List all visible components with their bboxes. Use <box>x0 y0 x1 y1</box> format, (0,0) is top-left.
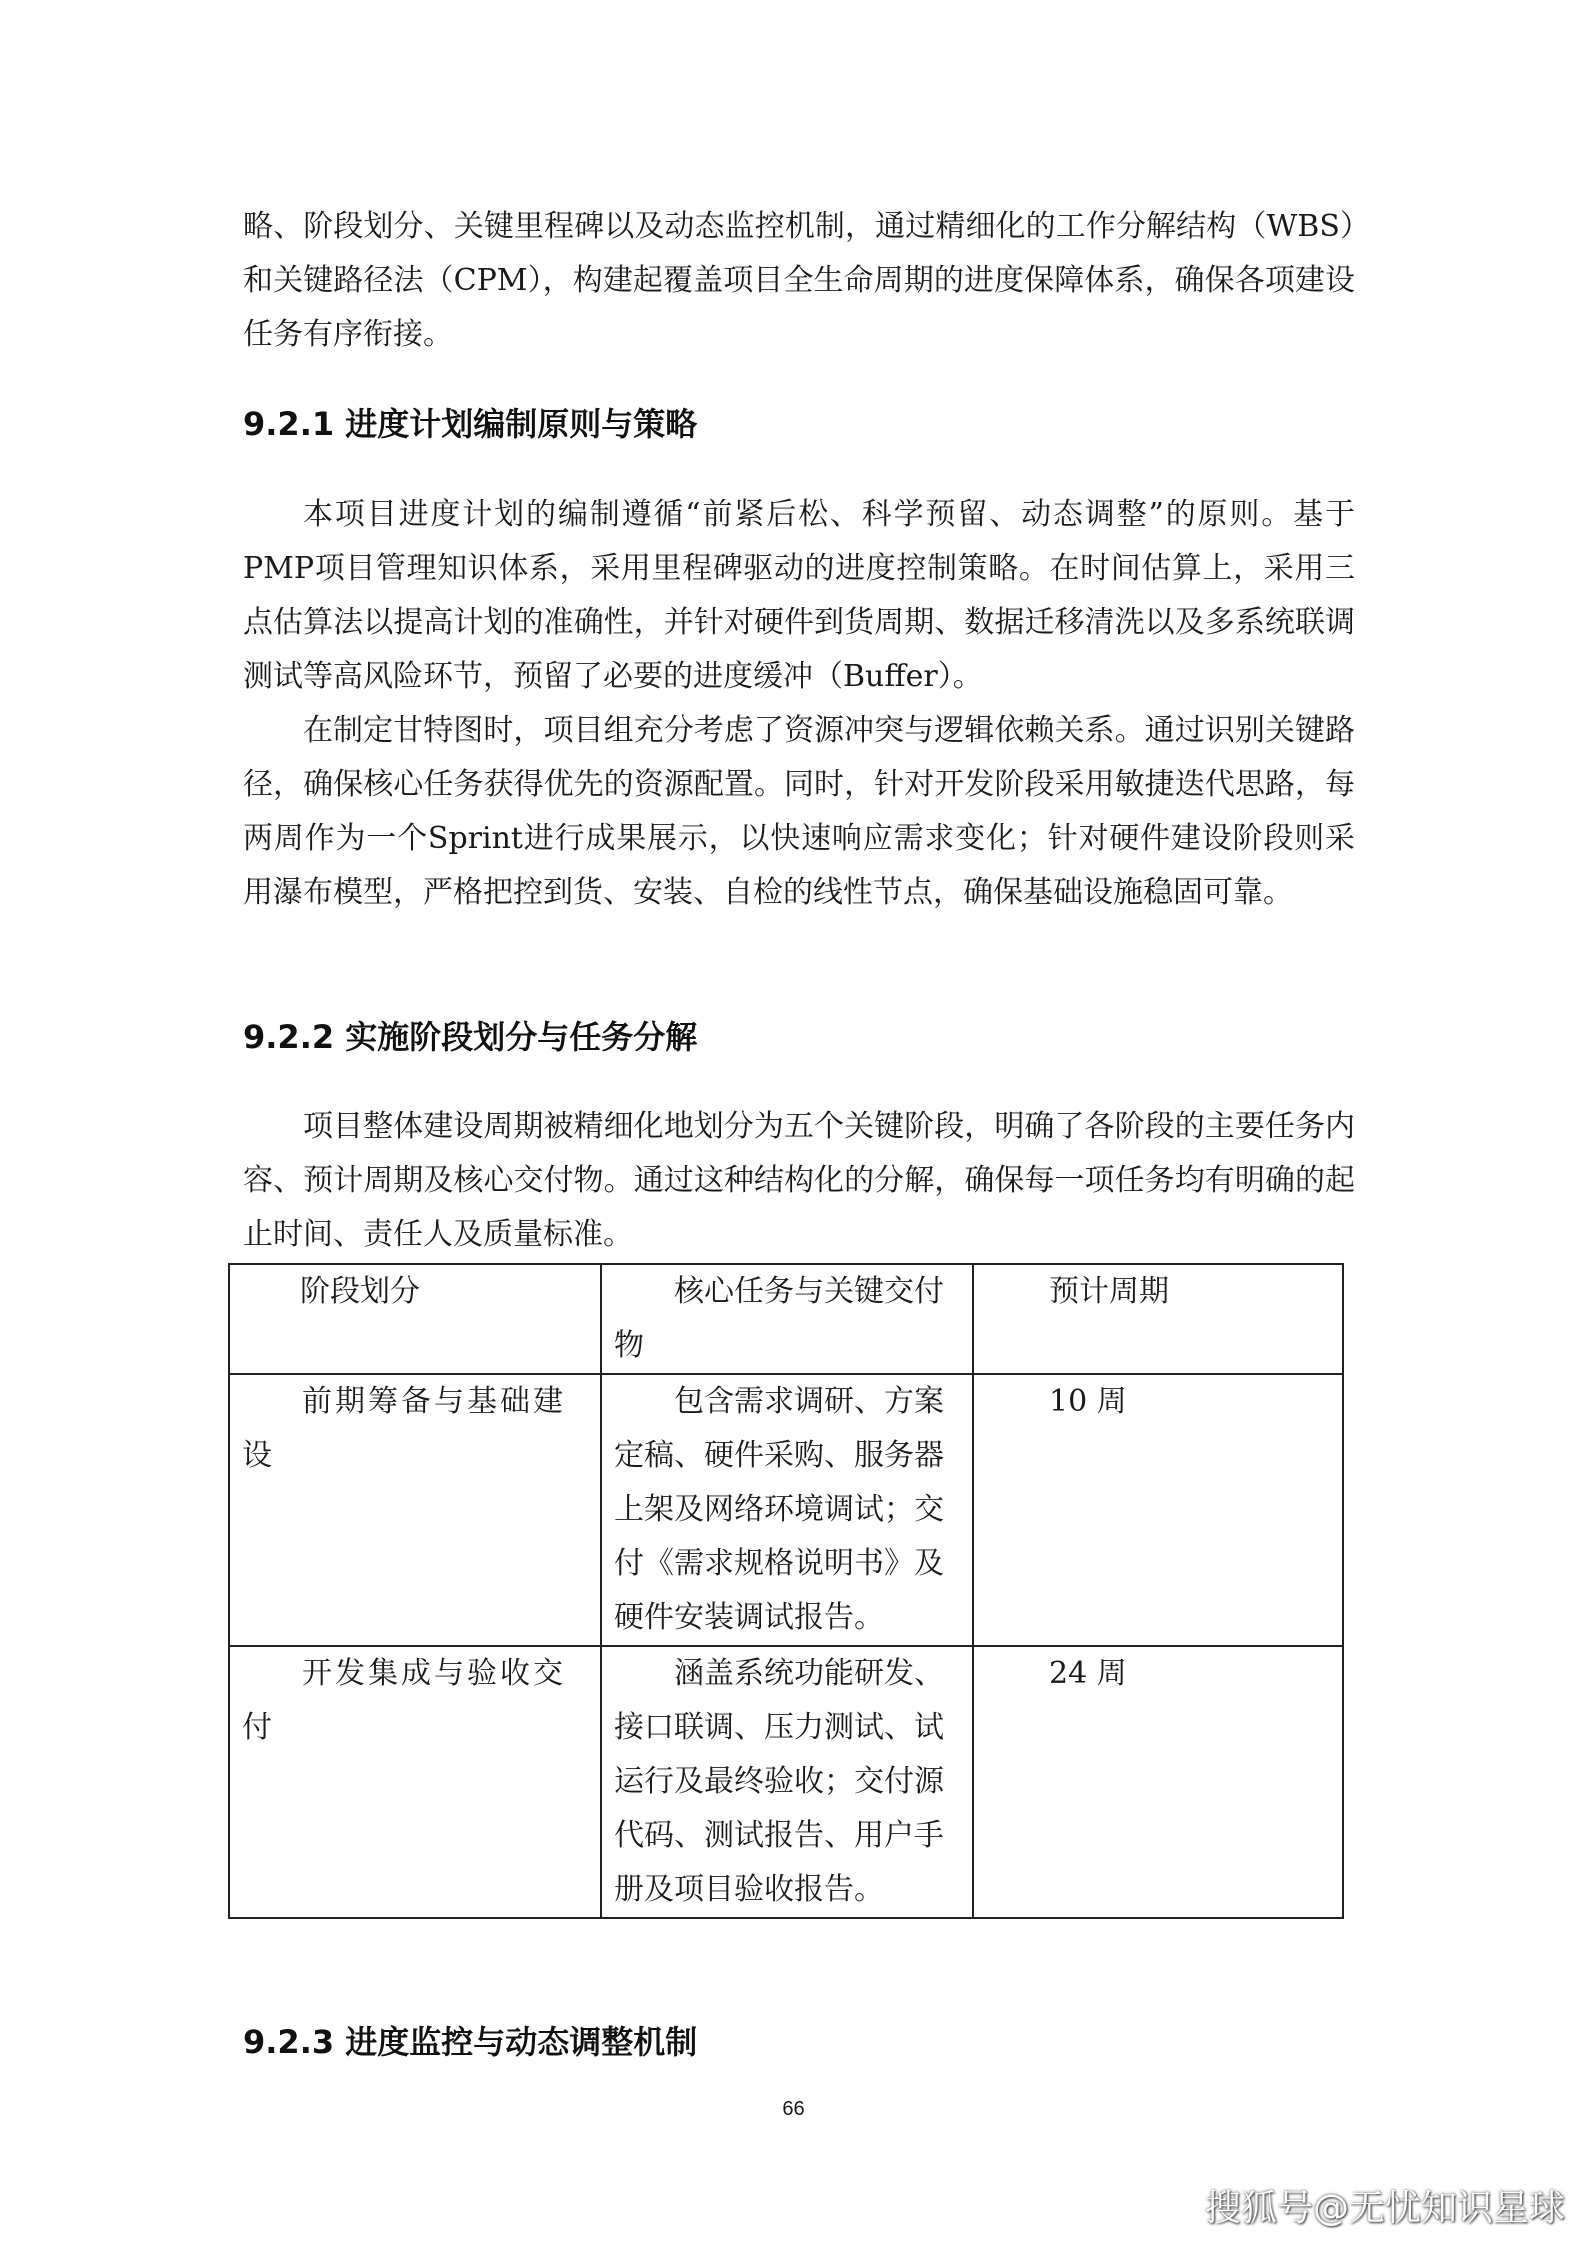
duration-cell: 10 周 <box>973 1374 1343 1646</box>
header-tasks: 核心任务与关键交付物 <box>601 1264 973 1374</box>
phase-cell: 前期筹备与基础建设 <box>229 1374 601 1646</box>
section-heading-9-2-3: 9.2.3 进度监控与动态调整机制 <box>243 2023 698 2061</box>
phase-cell: 开发集成与验收交付 <box>229 1646 601 1918</box>
section-9-2-1-paragraph-2: 在制定甘特图时，项目组充分考虑了资源冲突与逻辑依赖关系。通过识别关键路径，确保核心任务获得优先的资源配置。同时，针对开发阶段采用敏捷迭代思路，每两周作为一个Sprint进行成果展示，以快速响应需求变化；针对硬件建设阶段则采用瀑布模型，严格把控到货、安装、自检的线性节点，确保基础设施稳固可靠。 <box>243 713 1355 910</box>
header-duration: 预计周期 <box>973 1264 1343 1374</box>
table-row <box>229 1646 1343 1918</box>
page-number: 66 <box>782 2098 805 2120</box>
section-9-2-1-paragraph-1: 本项目进度计划的编制遵循“前紧后松、科学预留、动态调整”的原则。基于PMP项目管理知识体系，采用里程碑驱动的进度控制策略。在时间估算上，采用三点估算法以提高计划的准确性，并针对硬件到货周期、数据迁移清洗以及多系统联调测试等高风险环节，预留了必要的进度缓冲（Buffer）。 <box>243 497 1355 694</box>
watermark: 搜狐号@无忧知识星球 <box>1204 2188 1565 2229</box>
tasks-cell: 涵盖系统功能研发、接口联调、压力测试、试运行及最终验收；交付源代码、测试报告、用户手册及项目验收报告。 <box>601 1646 973 1918</box>
intro-paragraph: 略、阶段划分、关键里程碑以及动态监控机制，通过精细化的工作分解结构（WBS）和关键路径法（CPM），构建起覆盖项目全生命周期的进度保障体系，确保各项建设任务有序衔接。 <box>243 209 1355 352</box>
phase-table <box>228 1263 1344 1919</box>
section-heading-9-2-2: 9.2.2 实施阶段划分与任务分解 <box>243 1018 698 1056</box>
table-row <box>229 1374 1343 1646</box>
header-phase: 阶段划分 <box>229 1264 601 1374</box>
tasks-cell: 包含需求调研、方案定稿、硬件采购、服务器上架及网络环境调试；交付《需求规格说明书》及硬件安装调试报告。 <box>601 1374 973 1646</box>
table-header-row <box>229 1264 1343 1374</box>
section-9-2-2-paragraph: 项目整体建设周期被精细化地划分为五个关键阶段，明确了各阶段的主要任务内容、预计周期及核心交付物。通过这种结构化的分解，确保每一项任务均有明确的起止时间、责任人及质量标准。 <box>243 1109 1355 1252</box>
duration-cell: 24 周 <box>973 1646 1343 1918</box>
section-heading-9-2-1: 9.2.1 进度计划编制原则与策略 <box>243 405 698 443</box>
